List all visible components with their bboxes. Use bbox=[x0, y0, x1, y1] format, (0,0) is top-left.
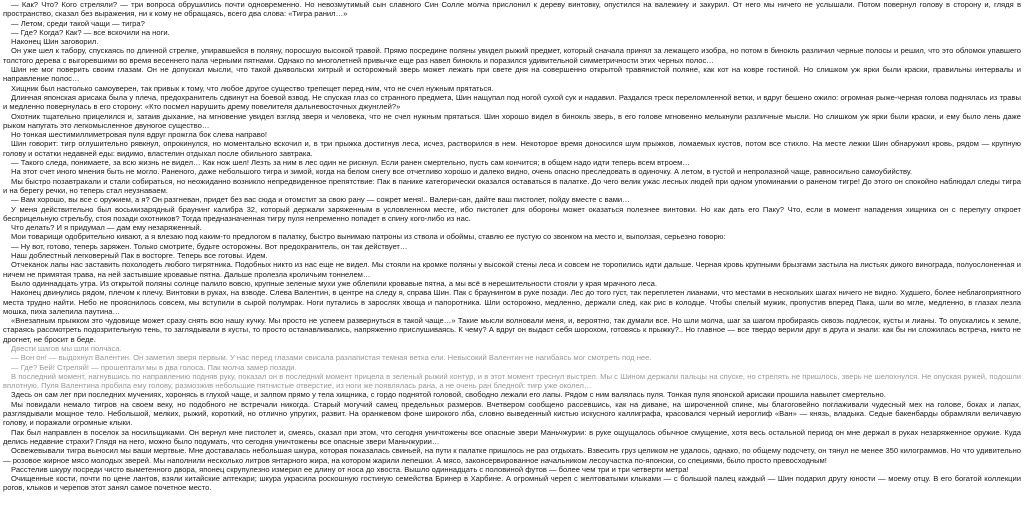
paragraph: Двести шагов мы шли полчаса. bbox=[11, 343, 122, 353]
paragraph: Хищник был настолько самоуверен, так привык к тому, что любое другое существо трепещет перед ним, что не счел нужным прятаться. bbox=[11, 83, 494, 93]
paragraph: — Такого следа, понимаете, за всю жизнь не видел… Как нож шел! Лезть за ним в лес один не рискнул. Если ранен смертельно, пусть сам кончится; в общем надо идти теперь всем втроем… bbox=[11, 158, 690, 168]
paragraph: В последний момент, нагнувшись по направлению подняв руку, показал он в последний момент прицела в зеленый рыжий контур, и в этот момент треснул выстрел. Мы с Шином держали пальцы на спуске, но стрелять не пришлось, зверь не шелохнулся. Не опуская ружей, подошли вплотную. Пуля Валентина пробила ему голову, размозжив небольшие пятнистые отверстие, из ноги же появлялась рана, а не очень ран бледной: тигр уже околел… bbox=[3, 371, 1021, 391]
paragraph: — Вам хорошо, вы все с оружием, а я? Он разгневан, придет без вас сюда и отомстит за свою рану — сожрет меня!.. Валери-сан, дайте ваш пистолет, пойду вместе с вами… bbox=[11, 195, 630, 205]
paragraph: — Где? Когда? Как? — все вскочили на ноги. bbox=[11, 27, 170, 37]
paragraph: Шин не мог поверить своим глазам. Он не допускал мысли, что такой дьявольски хитрый и осторожный зверь может лежать при свете дня на совершенно открытой травянистой поляне, как кот на ковре гостиной. Но слишком уж ярки были краски, правильны интервалы и направление полос… bbox=[3, 65, 1021, 84]
paragraph: Но тонкая шестимиллиметровая пуля вдруг прожгла бок слева направо! bbox=[11, 130, 267, 140]
paragraph: Освежевывали тигра выносил мы ваши мертвые. Мне доставалась небольшая шкура, которая показалась свиньей, на пути к палатке пришлось не раз отдыхать. Взвесить груз целиком не удалось, однако, по общему подсчету, он тянул не менее 350 килограммов. Но что удивительно — розовое жирное мясо молодых зверей. Мы наполнили несколько литров янтарного жира, на котором жарили лепешки. А мясо, законсервированное начальником лесоучастка по-японски, со специями, было просто превосходным! bbox=[3, 446, 1021, 465]
paragraph: Мои товарищи одобрительно кивают, а я влезаю под каким-то предлогом в палатку, быстро вынимаю патроны из ствола и обоймы, ставлю ее пустую со звонком на место и, выползая, серьезно говорю: bbox=[11, 232, 726, 242]
paragraph: Он уже шел к табору, спускаясь по длинной стрелке, упиравшейся в поляну, поросшую высокой травой. Прямо посредине поляны увидел рыжий предмет, который сначала принял за лежащего изобра, но потом в бинокль различил черные полосы и решил, что это обломок упавшего толстого дерева с выгоревшими во время весеннего пала черными пятнами. Однако по многолетней привычке еще раз навел бинокль и поразился удивительной симметричности этих черных полос… bbox=[3, 46, 1021, 65]
paragraph: Наконец двинулись рядом, плечом к плечу. Винтовки в руках, на взводе. Слева Валентин, в центре на следу я, справа Шин. Пак с браунингом в руке позади. Лес до того густ, так переплетен лианами, что местами в нескольких шагах ничего не видно. Худшего, более неблагоприятного места трудно найти. Небо не прояснилось совсем, мы вступили в сырой полумрак. Ноги путались в зарослях хвоща и папоротника. Шли осторожно, медленно, держали след, как рис в колодце. Чтобы спелый мужик, пропустив вперед Пака, шли во мгле, медленно, в глазах лезла мошка, пиха залепила паутина… bbox=[3, 288, 1021, 316]
paragraph: Мы повидали немало тигров на своем веку, но подобного не встречали никогда. Старый могучий самец предельных размеров. Вчетвером сообщено рассевшись, как на диване, на широченной спине, мы благоговейно поглаживали чудесный мех на голове, боках и лапах, разглядывали мощное тело. Небольшой, мелких, рыжий, короткий, но отлично упругих, развит. На оранжевом фоне широкого лба, словно выведенный кистью искусного каллиграфа, красовался черный иероглиф «Ван» — князь, владыка. Седые бакенбарды обрамляли величавую голову, и поражали огромные клыки. bbox=[3, 399, 1021, 428]
paragraph: — Где? Бей! Стреляй! — прошептали мы в два голоса. Пак молча замер позади. bbox=[11, 362, 297, 372]
paragraph: — Вон он! — выдохнул Валентин. Он заметил зверя первым. У нас перед глазами свисала разлапистая темная ветка ели. Невысокий Валентин не нагибаясь мог смотреть под нее. bbox=[11, 353, 652, 363]
paragraph: Пак был направлен в поселок за носильщиками. Он вернул мне пистолет и, смеясь, сказал при этом, что сегодня уничтожены все опасные звери Маньчжурии: в руке ощущалось обычное смущение, хотя весь остальной период он мне держал в руках незаряженное оружие. Куда делись недавние страхи? Глядя на него, можно было подумать, что сегодня уничтожены все опасные звери Маньчжурии… bbox=[3, 427, 1021, 446]
paragraph: Было одиннадцать утра. Из открытой поляны солнце палило вовсю, крупные зеленые мухи уже облепили кровавые пятна, а мы всё в нерешительности стояли у края мрачного леса. bbox=[11, 278, 657, 288]
paragraph: — Летом, среди такой чащи — тигра? bbox=[11, 18, 145, 28]
paragraph: На этот счет иного мнения быть не могло. Раненого, даже небольшого тигра и зимой, когда на белом снегу все отчетливо хорошо и далеко видно, очень опасно преследовать в одиночку. А летом, в густой и непролазной чаще, равносильно самоубийству. bbox=[11, 167, 913, 177]
paragraph: Охотник тщательно прицелился и, затаив дыхание, на мгновение увидел взгляд зверя и человека, что не счел нужным прятаться. Шин хорошо видел в бинокль зверь, в его голове мгновенно мелькнули различные мысли. Но слишком уж ярки были краски, и ему было лень даже рыком напугать это легкомысленное двуногое существо… bbox=[3, 111, 1021, 130]
paragraph: «Внезапным прыжком это чудовище может сразу снять всю нашу кучку. Мы просто не успеем развернуться в такой чаще…» Такие мысли волновали меня, и, вероятно, так думали все. Но шли молча, шаг за шагом пробираясь сквозь подлесок, кусты и лианы. То опускались к земле, стараясь рассмотреть подозрительную тень, то заглядывали в кусты, то просто останавливались, напряженно прислушиваясь. К чему? А вдруг он выдаст себя шорохом, готовясь к прыжку?.. Но главное — все твердо верили друг в друга и знали: как бы ни сложилась встреча, никто не дрогнет, не бросит в беде. bbox=[3, 316, 1021, 344]
paragraph: Здесь он сам лег при последних мучениях, хоронясь в глухой чаще, и залпом прямо у тела хищника, с гордо поднятой головой, свободно лежали его лапы. Рядом с ним валялась пуля. Тонкая пуля японской арисаки прошила навылет смертельно. bbox=[11, 390, 886, 400]
paragraph: Расстелив шкуру посреди чисто выметенного двора, японец скрупулезно измерил ее длину от носа до хвоста. Вышло одиннадцать с половиной футов — более чем три и три четверти метра! bbox=[11, 464, 689, 474]
document-page bbox=[3, 0, 1021, 511]
paragraph: Наконец Шин заговорил. bbox=[11, 37, 99, 47]
paragraph: Наш доблестный легковерный Пак в восторге. Теперь все готовы. Идем. bbox=[11, 251, 268, 261]
paragraph: У меня действительно был восьмизарядный браунинг калибра 32, который держали заряженным в условленном месте, ибо пистолет для обороны может оказаться полезнее винтовки. Но как дать его Паку? Что, если в момент нападения хищника он с перепугу откроет бесприцельную стрельбу, стоя позади охотников? Тогда предназначенная тигру пуля непременно попадет в спину кого-либо из нас. bbox=[3, 204, 1021, 223]
paragraph: Что делать? И я придумал — дам ему незаряженный. bbox=[11, 223, 202, 233]
paragraph: Мы быстро позавтракали и стали собираться, но неожиданно возникло непредвиденное препятствие: Пак в панике категорически оказался оставаться в палатке. До чего велик ужас лесных людей при одном упоминании о раненом тигре! До этого он спокойно наблюдал следы тигра и на берегу речки, но теперь стал неузнаваем. bbox=[3, 176, 1021, 195]
paragraph: Очищенные кости, почти по цене лантов, взяли китайские аптекари; шкура украсила роскошную гостиную семейства Бринер в Харбине. А огромный череп с желтоватыми клыками — с большой палец каждый — Шин подарил другу юности — моему отцу. В его богатой коллекции рогов, клыков и черепов этот занял самое почетное место. bbox=[3, 474, 1021, 493]
paragraph: — Как? Что? Кого стреляли? — три вопроса обрушились почти одновременно. Но невозмутимый сын славного Син Солле молча прислонил к дереву винтовку, опустился на валежину и закурил. От него мы ничего не услышали. Потом повернул голову в сторону и, глядя в пространство, сказал без выражения, ни к кому не обращаясь, всего два слова: «Тигра ранил…» bbox=[3, 0, 1021, 19]
paragraph: Шин говорит: тигр оглушительно рявкнул, опрокинулся, но моментально вскочил и, в три прыжка достигнув леса, исчез, растворился в нем. Некоторое время доносился шум прыжков, ломаемых кустов, потом все стихло. На месте лежки Шин обнаружил кровь, рядом — крупную голову и остатки недавней еды: видимо, властелин отдыхал после обильного завтрака. bbox=[3, 139, 1021, 158]
paragraph: Отчеканок лапы нас заставить похолодеть любого тигрятника. Подобных никто из нас еще не видел. Мы стояли на кромке поляны у высокой стены леса и совсем не торопились идти дальше. Черная кровь крупными брызгами застыла на листьях дикого винограда, полуослоненная и ничем не примятая трава, на ней застывшие кровавые пятна. Дальше пролезла кроличьим тоннелем… bbox=[3, 260, 1021, 279]
paragraph: Длинная японская арисака была у плеча, предохранитель сдвинут на боевой взвод. Не спуская глаз со странного предмета, Шин нащупал под ногой сухой сук и надавил. Раздался треск переломленной ветки, и вдруг бешено ожило: огромная рыже-черная голова поднялась из травы и медленно повернулась в его сторону: «Кто посмел нарушить дрему повелителя дальневосточных джунглей?» bbox=[3, 92, 1021, 112]
paragraph: — Ну вот, готово, теперь заряжен. Только смотрите, будьте осторожны. Вот предохранитель, он так действует… bbox=[11, 241, 408, 251]
